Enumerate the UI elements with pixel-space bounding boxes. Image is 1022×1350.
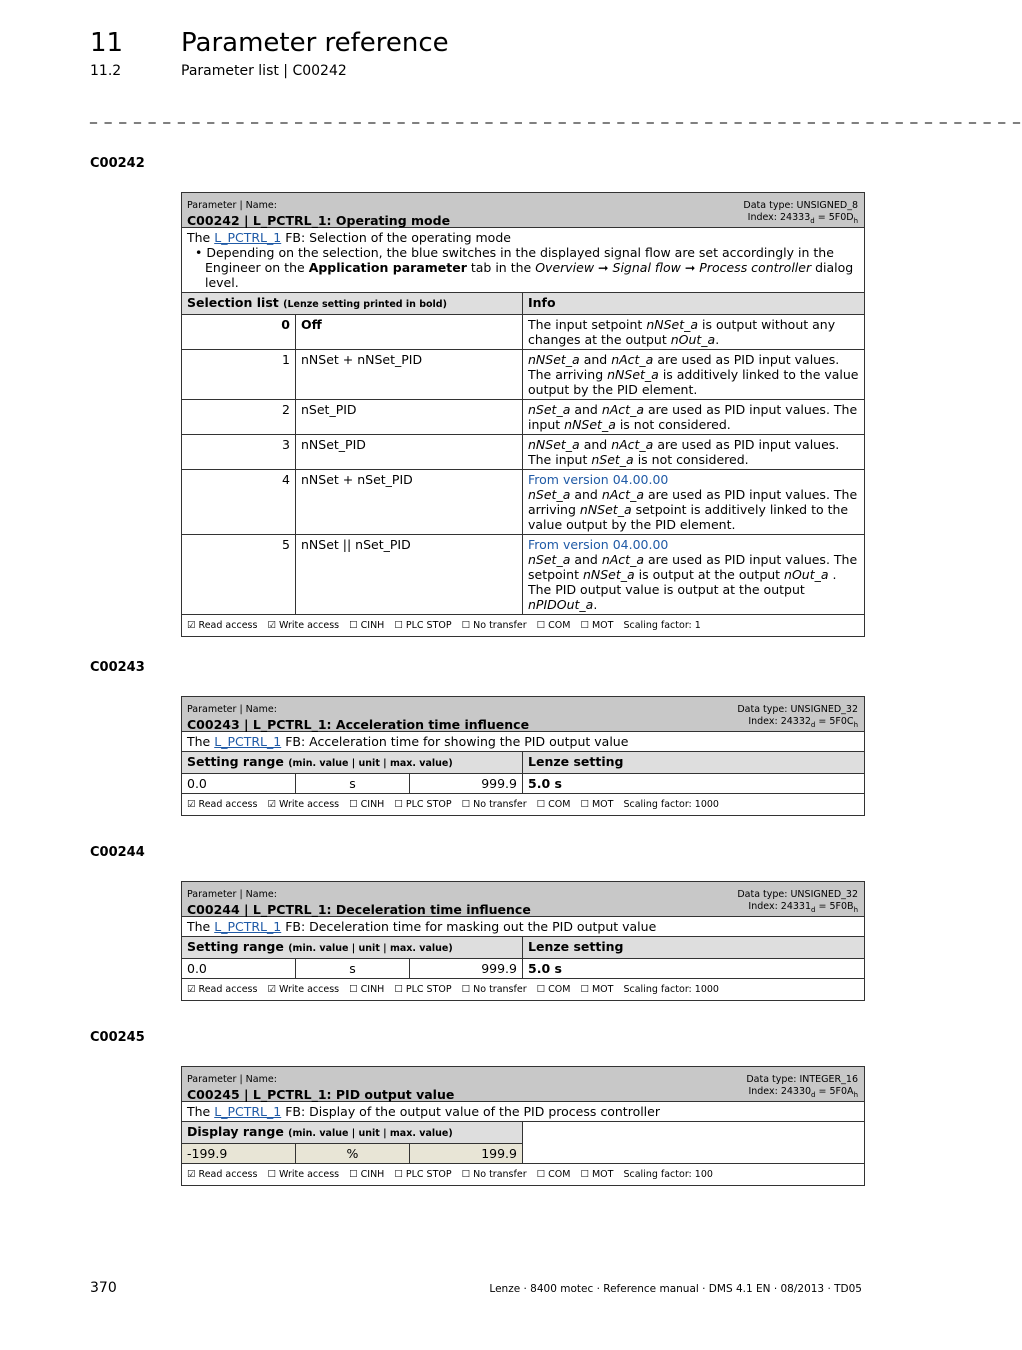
selection-name: Off xyxy=(296,315,523,350)
selection-name: nNSet + nNSet_PID xyxy=(296,350,523,400)
selection-value: 4 xyxy=(182,470,296,535)
min-value: -199.9 xyxy=(182,1144,296,1164)
info-text: nNSet_a and nAct_a are used as PID input values. The arriving nNSet_a is additively linked to the value output by the PID element. xyxy=(528,352,859,397)
selection-info xyxy=(523,470,865,535)
unit: s xyxy=(296,774,410,794)
info-text: nSet_a and nAct_a are used as PID input values. The arriving nNSet_a setpoint is additively linked to the value output by the PID element. xyxy=(528,487,858,532)
info-text: The input setpoint nNSet_a is output without any changes at the output nOut_a. xyxy=(528,317,836,347)
arrow-icon: ➞ xyxy=(684,260,696,275)
c00242-heading: C00242 xyxy=(90,156,145,171)
lenze-setting-value: 5.0 s xyxy=(523,774,865,794)
info-text: nSet_a and nAct_a are used as PID input values. The setpoint nNSet_a is output at the output nOut_a . The PID output value is output at the output nPIDOut_a. xyxy=(528,552,858,612)
selection-info xyxy=(523,350,865,400)
setting-range-header: Setting range (min. value | unit | max. value) xyxy=(182,937,523,959)
chapter-number: 11 xyxy=(90,28,124,58)
c00242-data-type: Data type: UNSIGNED_8 xyxy=(743,200,859,211)
c00243-flags: ☑ Read access ☑ Write access ☐ CINH ☐ PLC STOP ☐ No transfer ☐ COM ☐ MOT Scaling factor: 1000 xyxy=(182,794,865,816)
info-text: nSet_a and nAct_a are used as PID input values. The input nNSet_a is not considered. xyxy=(528,402,858,432)
c00243-heading: C00243 xyxy=(90,660,145,675)
selection-value: 3 xyxy=(182,435,296,470)
c00242-flags: ☑ Read access ☑ Write access ☐ CINH ☐ PLC STOP ☐ No transfer ☐ COM ☐ MOT Scaling factor: 1 xyxy=(182,615,865,637)
lenze-setting-header: Lenze setting xyxy=(523,752,865,774)
c00243-index: Index: $24332_d = 5F0C_h$ xyxy=(748,716,858,729)
arrow-icon: ➞ xyxy=(598,260,609,275)
info-header: Info xyxy=(523,293,865,315)
dashed-separator: _ _ _ _ _ _ _ _ _ _ _ _ _ _ _ _ _ _ _ _ _ _ _ _ _ _ _ _ _ _ _ _ _ _ _ _ _ _ _ _ _ _ _ _ _ _ _ _ _ _ _ _ _ _ _ _ _ _ _ _ _ _ _ _ xyxy=(90,108,1022,124)
l-pctrl-link[interactable]: L_PCTRL_1 xyxy=(214,1104,282,1119)
max-value: 999.9 xyxy=(410,774,523,794)
c00243-header: Parameter | Name: C00243 | L_PCTRL_1: Acceleration time influence Data type: UNSIGNED_32 Index: $24332_d = 5F0C_h$ xyxy=(182,697,865,732)
c00245-flags: ☑ Read access ☐ Write access ☐ CINH ☐ PLC STOP ☐ No transfer ☐ COM ☐ MOT Scaling factor: 100 xyxy=(182,1164,865,1186)
c00242-index: Index: $24333_d = 5F0D_h$ xyxy=(747,212,859,225)
display-range-header: Display range (min. value | unit | max. value) xyxy=(182,1122,523,1144)
selection-value: 5 xyxy=(182,535,296,615)
selection-list-header: Selection list (Lenze setting printed in bold) xyxy=(182,293,523,315)
l-pctrl-link[interactable]: L_PCTRL_1 xyxy=(214,919,282,934)
selection-name: nSet_PID xyxy=(296,400,523,435)
c00243-name: C00243 | L_PCTRL_1: Acceleration time influence xyxy=(187,717,530,732)
min-value: 0.0 xyxy=(182,959,296,979)
c00242-header xyxy=(182,193,865,228)
selection-info xyxy=(523,535,865,615)
c00245-name: C00245 | L_PCTRL_1: PID output value xyxy=(187,1087,455,1102)
c00242-bullet: • Depending on the selection, the blue switches in the displayed signal flow are set accordingly in the Engineer on the Application parameter tab in the Overview ➞ Signal flow ➞ Process controller dialog level. xyxy=(195,245,854,290)
selection-value: 2 xyxy=(182,400,296,435)
selection-row xyxy=(182,315,865,350)
selection-name: nNSet || nSet_PID xyxy=(296,535,523,615)
selection-row xyxy=(182,435,865,470)
unit: % xyxy=(296,1144,410,1164)
section-number: 11.2 xyxy=(90,63,122,79)
version-note: From version 04.00.00 xyxy=(528,537,669,552)
selection-value: 1 xyxy=(182,350,296,400)
c00244-name: C00244 | L_PCTRL_1: Deceleration time influence xyxy=(187,902,531,917)
c00245-header: Parameter | Name: C00245 | L_PCTRL_1: PID output value Data type: INTEGER_16 Index: $24330_d = 5F0A_h$ xyxy=(182,1067,865,1102)
c00242-table xyxy=(181,192,865,637)
empty-cell xyxy=(523,1122,865,1164)
selection-row xyxy=(182,350,865,400)
l-pctrl-link[interactable]: L_PCTRL_1 xyxy=(214,230,282,245)
c00243-table xyxy=(181,696,865,816)
min-value: 0.0 xyxy=(182,774,296,794)
c00245-table xyxy=(181,1066,865,1186)
selection-row xyxy=(182,400,865,435)
setting-range-header: Setting range (min. value | unit | max. value) xyxy=(182,752,523,774)
param-name-label: Parameter | Name: xyxy=(187,200,277,211)
info-text: nNSet_a and nAct_a are used as PID input values. The input nSet_a is not considered. xyxy=(528,437,840,467)
l-pctrl-link[interactable]: L_PCTRL_1 xyxy=(214,734,282,749)
selection-name: nNSet + nSet_PID xyxy=(296,470,523,535)
selection-value: 0 xyxy=(182,315,296,350)
page-number: 370 xyxy=(90,1280,117,1296)
selection-name: nNSet_PID xyxy=(296,435,523,470)
lenze-setting-value: 5.0 s xyxy=(523,959,865,979)
max-value: 199.9 xyxy=(410,1144,523,1164)
c00242-description: The L_PCTRL_1 FB: Selection of the operating mode • Depending on the selection, the blue switches in the displayed signal flow are set accordingly in the Engineer on the Application parameter tab in the Overview ➞ Signal flow ➞ Process controller dialog level. xyxy=(182,228,865,293)
selection-info xyxy=(523,400,865,435)
chapter-title: Parameter reference xyxy=(181,28,449,58)
c00244-flags: ☑ Read access ☑ Write access ☐ CINH ☐ PLC STOP ☐ No transfer ☐ COM ☐ MOT Scaling factor: 1000 xyxy=(182,979,865,1001)
c00244-index: Index: $24331_d = 5F0B_h$ xyxy=(748,901,858,914)
c00244-heading: C00244 xyxy=(90,845,145,860)
c00245-index: Index: $24330_d = 5F0A_h$ xyxy=(748,1086,858,1099)
c00244-table xyxy=(181,881,865,1001)
c00244-header: Parameter | Name: C00244 | L_PCTRL_1: Deceleration time influence Data type: UNSIGNED_32 Index: $24331_d = 5F0B_h$ xyxy=(182,882,865,917)
lenze-setting-header: Lenze setting xyxy=(523,937,865,959)
unit: s xyxy=(296,959,410,979)
c00245-description: The L_PCTRL_1 FB: Display of the output value of the PID process controller xyxy=(182,1102,865,1122)
selection-info xyxy=(523,315,865,350)
selection-row xyxy=(182,535,865,615)
selection-row xyxy=(182,470,865,535)
c00245-heading: C00245 xyxy=(90,1030,145,1045)
c00243-description: The L_PCTRL_1 FB: Acceleration time for showing the PID output value xyxy=(182,732,865,752)
c00242-name: C00242 | L_PCTRL_1: Operating mode xyxy=(187,213,451,228)
c00244-description: The L_PCTRL_1 FB: Deceleration time for masking out the PID output value xyxy=(182,917,865,937)
selection-info xyxy=(523,435,865,470)
version-note: From version 04.00.00 xyxy=(528,472,669,487)
section-title: Parameter list | C00242 xyxy=(181,63,347,79)
footer-text: Lenze · 8400 motec · Reference manual · DMS 4.1 EN · 08/2013 · TD05 xyxy=(489,1283,862,1295)
max-value: 999.9 xyxy=(410,959,523,979)
